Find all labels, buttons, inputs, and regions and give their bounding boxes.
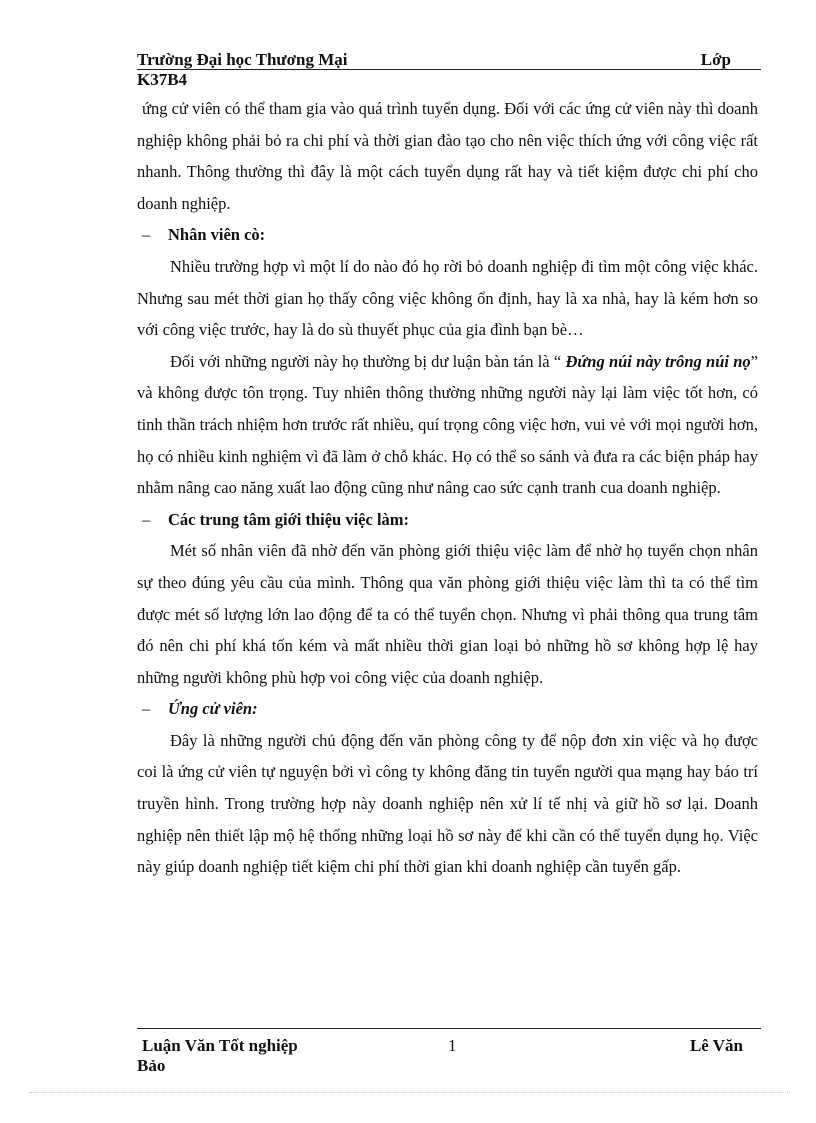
heading-text: Các trung tâm giới thiệu việc làm: xyxy=(168,509,410,529)
author-name: Lê Văn xyxy=(689,1036,743,1055)
page-header xyxy=(137,50,761,90)
dash-marker: – xyxy=(142,699,151,719)
heading-text: Nhân viên cò: xyxy=(168,225,266,245)
header-rule xyxy=(137,69,761,70)
emphasis-quote: Đứng núi này trông núi nọ xyxy=(565,351,751,371)
author-surname: Bảo xyxy=(137,1056,166,1075)
page-boundary-line xyxy=(30,1092,790,1093)
dash-marker: – xyxy=(142,225,151,245)
bullet-heading xyxy=(137,504,758,536)
footer-title: Luận Văn Tốt nghiệp xyxy=(142,1036,298,1055)
body-text xyxy=(137,93,758,883)
paragraph: Đây là những người chủ động đến văn phòng công ty để nộp đơn xin việc và họ được coi là ứng cử viên tự nguyện bởi vì công ty không đăng tin tuyển người qua mạng hay báo trí truyền hình. Trong trường hợp này doanh nghiệp nên xử lí tế nhị và giữ hồ sơ lại. Doanh nghiệp nên thiết lập mộ hệ thống những loại hồ sơ này để khi cần có thể tuyển dụng họ. Việc này giúp doanh nghiệp tiết kiệm chi phí thời gian khi doanh nghiệp cần tuyển gấp. xyxy=(137,730,758,877)
bullet-heading xyxy=(137,693,758,725)
paragraph-text: Đối với những người này họ thường bị dư luận bàn tán là “ xyxy=(170,351,566,371)
dash-marker: – xyxy=(142,509,151,529)
page-footer xyxy=(137,1028,761,1075)
class-label: Lớp xyxy=(700,50,731,69)
paragraph: ứng cử viên có thể tham gia vào quá trình tuyển dụng. Đối với các ứng cử viên này thì doanh nghiệp không phải bỏ ra chi phí và thời gian đào tạo cho nên việc thích ứng với công việc rất nhanh. Thông thường thì đây là một cách tuyển dụng rất hay và tiết kiệm được chi phí cho doanh nghiệp. xyxy=(137,99,758,213)
bullet-heading xyxy=(137,219,758,251)
heading-text: Ứng cử viên: xyxy=(168,699,258,719)
paragraph xyxy=(137,346,758,504)
class-code: K37B4 xyxy=(137,70,188,89)
paragraph: Mét số nhân viên đã nhờ đến văn phòng giới thiệu việc làm để nhờ họ tuyển chọn nhân sự theo đúng yêu cầu của mình. Thông qua văn phòng giới thiệu việc làm thì ta có thể tìm được mét số lượng lớn lao động để ta có thể tuyển chọn. Nhưng vì phải thông qua trung tâm đó nên chi phí khá tốn kém và mất nhiều thời gian loại bỏ những hồ sơ không hợp lệ hay những người không phù hợp voi công việc của doanh nghiệp. xyxy=(137,541,758,687)
paragraph-text: ” và không được tôn trọng. Tuy nhiên thông thường những người này lại làm việc tốt hơn, có tinh thần trách nhiệm hơn trước rất nhiều, quí trọng công việc hơn, vui vẻ với mọi người hơn, họ có nhiều kinh nghiệm vì đã làm ở chỗ khác. Họ có thể so sánh và đưa ra các biện pháp hay nhằm nâng cao năng xuất lao động cũng như nâng cao sức cạnh tranh cua doanh nghiệp. xyxy=(137,351,758,498)
page-number: 1 xyxy=(448,1036,457,1055)
paragraph: Nhiều trường hợp vì một lí do nào đó họ rời bỏ doanh nghiệp đi tìm một công việc khác. Nhưng sau mét thời gian họ thấy công việc không ổn định, hay là xa nhà, hay là kém hơn so với công việc trước, hay là do sù thuyết phục của gia đình bạn bè… xyxy=(137,256,758,340)
school-name: Trường Đại học Thương Mại xyxy=(137,50,348,69)
footer-rule xyxy=(137,1028,761,1029)
